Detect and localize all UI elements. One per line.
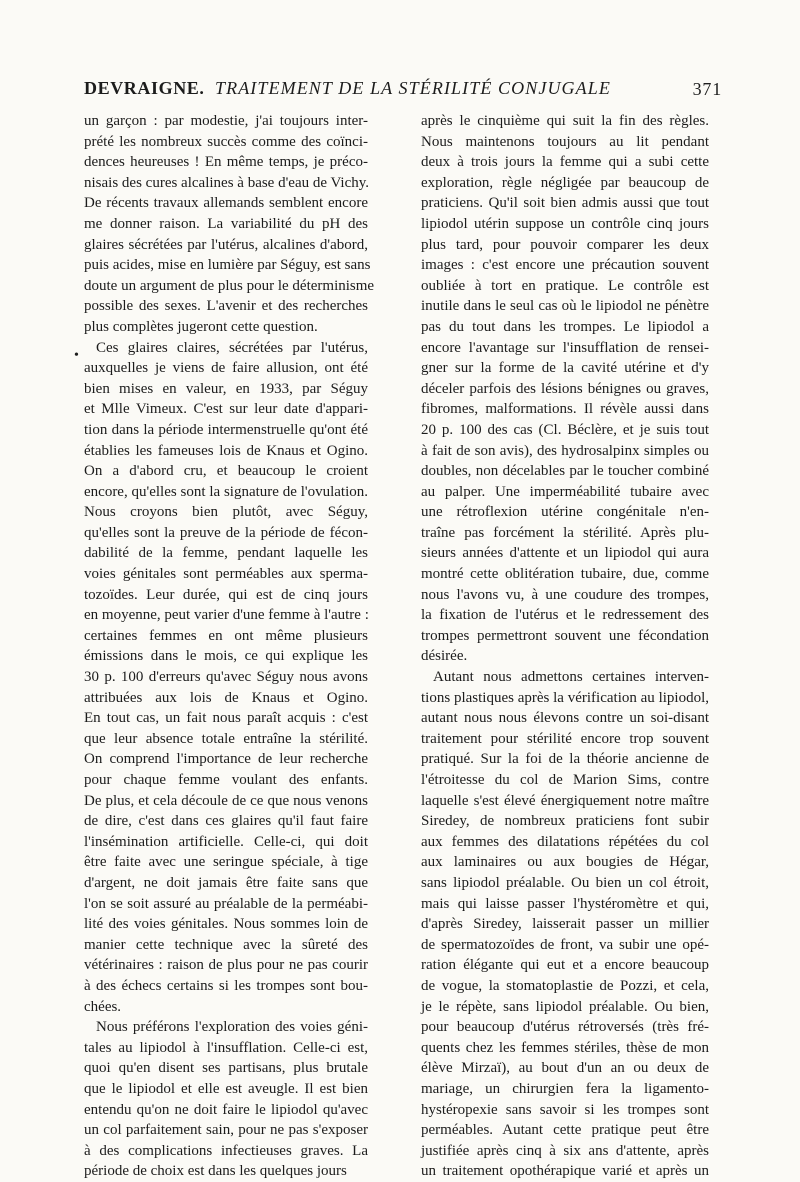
text-line: doubles, non décelables par le toucher combiné: [421, 463, 709, 480]
text-line: de vogue, la stomatoplastie de Pozzi, et cela,: [421, 977, 709, 994]
text-line: oubliée à tort en pratique. Le contrôle est: [421, 277, 709, 294]
text-line: de spermatozoïdes de front, va subir une opé-: [421, 936, 709, 953]
text-line: déceler parfois des lésions bénignes ou graves,: [421, 380, 709, 397]
text-line: une rétroflexion utérine congénitale n'en-: [421, 504, 709, 521]
text-line: fibromes, malformations. Il révèle aussi dans: [421, 401, 709, 418]
text-line: à fait de son avis), des hydrosalpinx simples ou: [421, 442, 709, 459]
text-line: Nous maintenons toujours au lit pendant: [421, 133, 709, 150]
text-line: dabilité de la femme, pendant laquelle les: [84, 545, 368, 562]
text-line: hystéropexie sans savoir si les trompes sont: [421, 1101, 709, 1118]
header-author: DEVRAIGNE.: [84, 78, 205, 98]
text-line: auxquelles je viens de faire allusion, ont été: [84, 360, 368, 377]
text-line: Nous croyons bien plutôt, avec Séguy,: [84, 504, 368, 521]
text-line: certaines femmes en ont même plusieurs: [84, 627, 368, 644]
text-line: me donner raison. La variabilité du pH des: [84, 215, 368, 232]
text-line: traitement pour stérilité encore trop souvent: [421, 730, 709, 747]
text-line: nous l'avons vu, à une coudure des trompes,: [421, 586, 709, 603]
text-line: être faite avec une seringue spéciale, à tige: [84, 854, 368, 871]
text-line: un col parfaitement sain, pour ne pas s'exposer: [84, 1122, 368, 1139]
text-line: laquelle s'est élevé énergiquement notre maître: [421, 792, 709, 809]
text-line: quents chez les femmes stériles, thèse de mon: [421, 1039, 709, 1056]
text-line: dences heureuses ! En même temps, je préco-: [84, 154, 368, 171]
margin-mark: •: [74, 348, 79, 363]
text-line: autant nous nous élevons contre un soi-disant: [421, 710, 709, 727]
text-line: désirée.: [421, 648, 468, 665]
text-line: entendu qu'on ne doit faire le lipiodol qu'avec: [84, 1101, 368, 1118]
text-line: 20 p. 100 des cas (Cl. Béclère, et je suis tout: [421, 421, 709, 438]
text-line: De plus, et cela découle de ce que nous venons: [84, 792, 368, 809]
text-line: établies les fameuses lois de Knaus et Ogino.: [84, 442, 368, 459]
text-line: qu'elles sont la preuve de la période de fécon-: [84, 524, 368, 541]
text-line: à des complications infectieuses graves. La: [84, 1142, 368, 1159]
text-line: aux femmes des dilatations répétées du col: [421, 833, 709, 850]
header-title: TRAITEMENT DE LA STÉRILITÉ CONJUGALE: [215, 78, 611, 98]
text-line: lité des voies génitales. Nous sommes loin de: [84, 916, 368, 933]
text-line: sans lipiodol préalable. Ou bien un col étroit,: [421, 874, 709, 891]
text-line: élève Mirzaï), au bout d'un an ou deux de: [421, 1060, 709, 1077]
text-line: vétérinaires : raison de plus pour ne pas courir: [84, 957, 368, 974]
text-line: plus tard, pour pouvoir comparer les deux: [421, 236, 709, 253]
text-line: la fixation de l'utérus et le redressement des: [421, 607, 709, 624]
text-line: d'argent, ne doit jamais être faite sans que: [84, 874, 368, 891]
text-line: l'insémination artificielle. Celle-ci, qui doit: [84, 833, 368, 850]
text-line: exploration, règle négligée par beaucoup de: [421, 174, 709, 191]
text-line: que leur absence totale entraîne la stérilité.: [84, 730, 368, 747]
text-line: montré cette oblitération tubaire, due, comme: [421, 566, 709, 583]
text-line: En tout cas, un fait nous paraît acquis : c'est: [84, 710, 368, 727]
text-line: pratiqué. Sur la foi de la théorie ancienne de: [421, 751, 709, 768]
text-line: bien mises en valeur, en 1933, par Séguy: [84, 380, 368, 397]
text-line: inutile dans le seul cas où le lipiodol ne pénètre: [421, 298, 709, 315]
text-line: images : c'est encore une précaution souvent: [421, 257, 709, 274]
text-line: manier cette technique avec la sûreté des: [84, 936, 368, 953]
text-line: à des échecs certains si les trompes sont bou-: [84, 977, 368, 994]
text-line: pas du tout dans les trompes. Le lipiodol a: [421, 318, 709, 335]
text-line: pour beaucoup d'utérus rétroversés (très fré-: [421, 1019, 709, 1036]
text-line: attribuées aux lois de Knaus et Ogino.: [84, 689, 368, 706]
text-line: deux à trois jours la femme qui a subi cette: [421, 154, 709, 171]
text-line: tales au lipiodol à l'insufflation. Celle-ci est,: [84, 1039, 368, 1056]
text-line: ration élégante qui eut et a encore beaucoup: [421, 957, 709, 974]
running-header: [84, 78, 724, 102]
text-line: trompes permettront souvent une fécondation: [421, 627, 709, 644]
text-line: voies génitales sont perméables aux sperma-: [84, 566, 368, 583]
text-line: de dire, c'est dans ces glaires qu'il faut faire: [84, 813, 368, 830]
text-line: puis acides, mise en lumière par Séguy, est sans: [84, 257, 371, 274]
text-line: On comprend l'importance de leur recherche: [84, 751, 368, 768]
text-line: je le répète, sans lipiodol préalable. Ou bien,: [421, 998, 709, 1015]
text-line: au palper. Une imperméabilité tubaire avec: [421, 483, 709, 500]
text-line: perméables. Autant cette pratique peut être: [421, 1122, 709, 1139]
text-line: 30 p. 100 d'erreurs qu'avec Séguy nous avons: [84, 669, 368, 686]
text-line: quoi qu'en disent ses partisans, plus brutale: [84, 1060, 368, 1077]
text-line: traîne pas forcément la stérilité. Après plu-: [421, 524, 709, 541]
text-line: tions plastiques après la vérification au lipiodol,: [421, 689, 709, 706]
text-line: après le cinquième qui suit la fin des règles.: [421, 113, 709, 129]
text-line: que le lipiodol et elle est aveugle. Il est bien: [84, 1080, 368, 1097]
text-line: encore l'avantage sur l'insufflation de rensei-: [421, 339, 709, 356]
text-line: possible des sexes. L'avenir et des recherches: [84, 298, 368, 315]
text-line: l'étroitesse du col de Marion Sims, contre: [421, 772, 709, 788]
text-line: mais qui laisse passer l'hystéromètre et qui,: [421, 895, 709, 912]
text-line: tion dans la période intermenstruelle qu'ont été: [84, 421, 368, 438]
right-column: [421, 111, 709, 1182]
text-line: et Mlle Vimeux. C'est sur leur date d'appari-: [84, 401, 368, 418]
text-line: Siredey, de nombreux praticiens font subir: [421, 813, 709, 830]
text-line: chées.: [84, 998, 122, 1015]
text-line: pour chaque femme voulant des enfants.: [84, 772, 368, 788]
text-line: période de choix est dans les quelques jours: [84, 1163, 347, 1180]
text-line: un garçon : par modestie, j'ai toujours inter-: [84, 113, 368, 129]
text-line: mariage, un chirurgien fera la ligamento-: [421, 1080, 709, 1097]
text-line: praticiens. Qu'il soit bien admis aussi que tout: [421, 195, 709, 212]
text-line: en moyenne, peut varier d'une femme à l'autre :: [84, 607, 369, 624]
text-line: doute un argument de plus pour le déterminisme: [84, 277, 375, 294]
text-line: Autant nous admettons certaines interven-: [433, 669, 709, 686]
text-line: Nous préférons l'exploration des voies géni-: [96, 1019, 368, 1036]
text-line: Ces glaires claires, sécrétées par l'utérus,: [96, 339, 368, 356]
text-line: encore, qu'elles sont la signature de l'ovulation.: [84, 483, 368, 500]
text-line: l'on se soit assuré au préalable de la perméabi-: [84, 895, 368, 912]
text-line: émissions dans le mois, ce qui explique les: [84, 648, 368, 665]
text-line: plus complètes jugeront cette question.: [84, 318, 318, 335]
text-line: De récents travaux allemands semblent encore: [84, 195, 368, 212]
page-number: 371: [692, 79, 722, 99]
text-line: d'après Siredey, laisserait passer un millier: [421, 916, 709, 933]
text-line: tozoïdes. Leur durée, qui est de cinq jours: [84, 586, 368, 603]
text-line: prété les nombreux succès comme des coïnci-: [84, 133, 368, 150]
text-line: glaires sécrétées par l'utérus, alcalines d'abord,: [84, 236, 368, 253]
text-line: un traitement opothérapique varié et après un: [421, 1163, 709, 1180]
text-line: On a d'abord cru, et beaucoup le croient: [84, 463, 368, 480]
text-line: aux laminaires ou aux bougies de Hégar,: [421, 854, 709, 871]
left-column: [84, 111, 375, 1182]
text-line: justifiée après cinq à six ans d'attente, après: [421, 1142, 709, 1159]
text-line: gner sur la forme de la cavité utérine et d'y: [421, 360, 709, 377]
text-line: lipiodol utérin suppose un contrôle cinq jours: [421, 215, 709, 232]
text-line: nisais des cures alcalines à base d'eau de Vichy.: [84, 174, 370, 191]
text-line: sieurs années d'attente et un lipiodol qui aura: [421, 545, 709, 562]
